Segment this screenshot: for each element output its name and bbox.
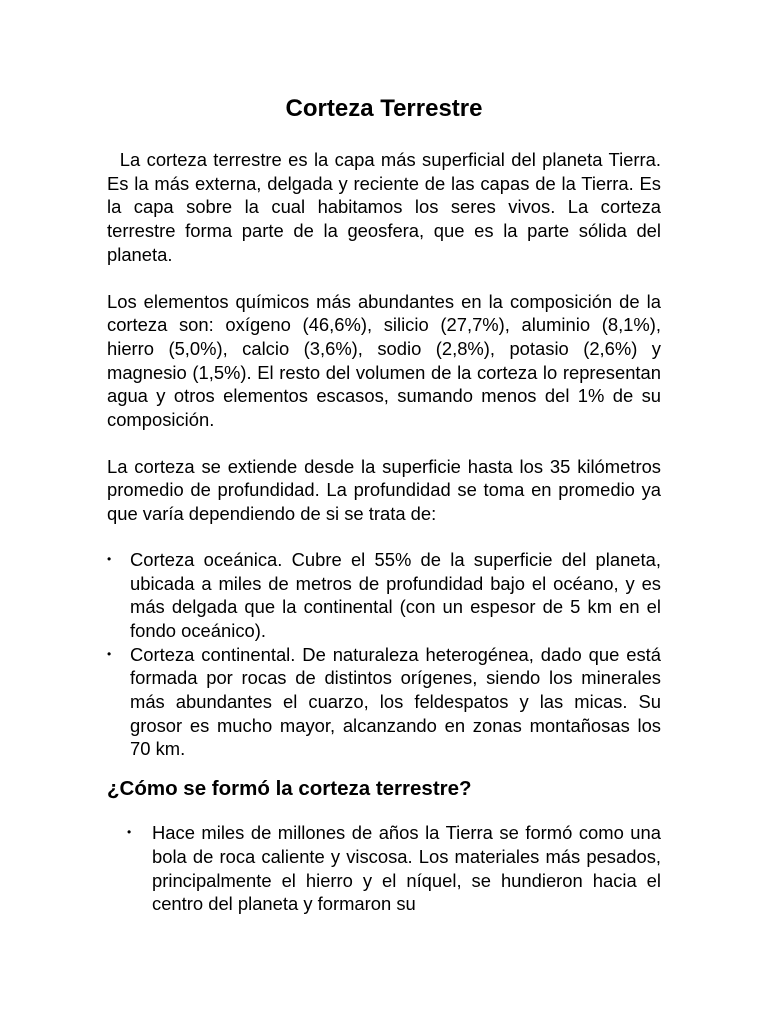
formation-list <box>107 821 661 916</box>
paragraph-definition: La corteza terrestre es la capa más superficial del planeta Tierra. Es la más externa, delgada y reciente de las capas de la Tierra. Es la capa sobre la cual habitamos los seres vivos. La corteza terrestre forma parte de la geosfera, que es la parte sólida del planeta. <box>107 149 667 265</box>
bullet-icon: • <box>127 825 132 840</box>
bullet-icon: • <box>107 551 112 566</box>
document-page <box>107 92 667 916</box>
document-title: Corteza Terrestre <box>285 95 483 122</box>
paragraph-depth: La corteza se extiende desde la superficie hasta los 35 kilómetros promedio de profundidad. La profundidad se toma en promedio ya que varía dependiendo de si se trata de: <box>107 455 661 525</box>
bullet-icon: • <box>107 646 112 661</box>
list-item-oceanic-crust <box>107 548 661 643</box>
list-item-text: Hace miles de millones de años la Tierra se formó como una bola de roca caliente y viscosa. Los materiales más pesados, principalmente el hierro y el níquel, se hundieron hacia el centro del planeta y formaron su <box>152 822 661 915</box>
list-item-continental-crust <box>107 643 661 762</box>
section-heading: ¿Cómo se formó la corteza terrestre? <box>107 777 472 801</box>
crust-types-list <box>107 548 661 761</box>
list-item-text: Corteza continental. De naturaleza heterogénea, dado que está formada por rocas de distintos orígenes, siendo los minerales más abundantes el cuarzo, los feldespatos y las micas. Su grosor es mucho mayor, alcanzando en zonas montañosas los 70 km. <box>130 643 661 760</box>
list-item-text: Corteza oceánica. Cubre el 55% de la superficie del planeta, ubicada a miles de metros de profundidad bajo el océano, y es más delgada que la continental (con un espesor de 5 km en el fondo oceánico). <box>130 548 661 641</box>
paragraph-composition: Los elementos químicos más abundantes en la composición de la corteza son: oxígeno (46,6%), silicio (27,7%), aluminio (8,1%), hierro (5,0%), calcio (3,6%), sodio (2,8%), potasio (2,6%) y magnesio (1,5%). El resto del volumen de la corteza lo representan agua y otros elementos escasos, sumando menos del 1% de su composición. <box>107 290 661 431</box>
list-item-formation <box>107 821 661 916</box>
